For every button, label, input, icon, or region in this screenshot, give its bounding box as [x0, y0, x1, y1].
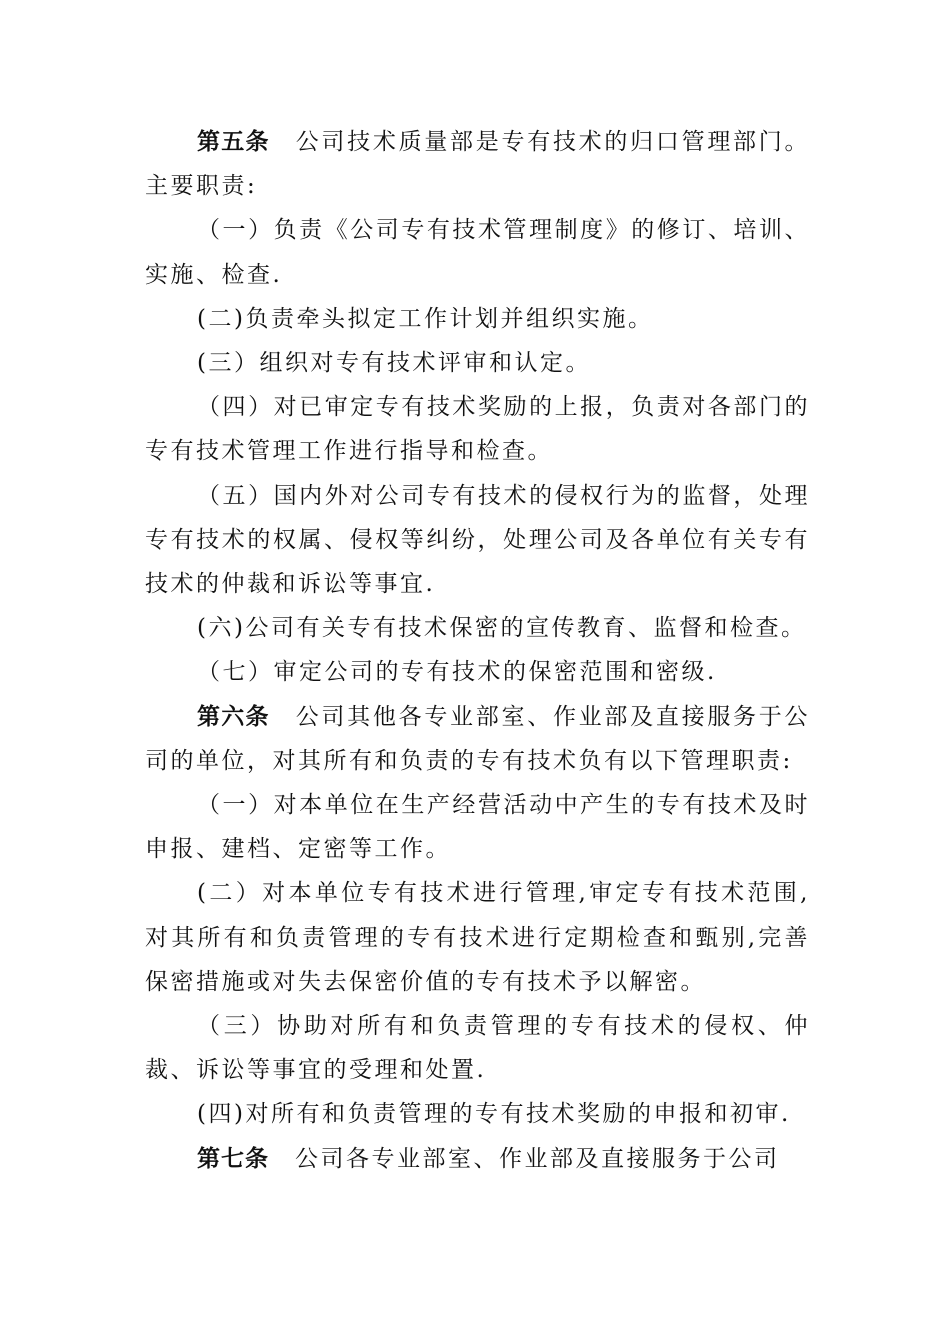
article-6-item-2 [145, 871, 810, 1004]
document-body [145, 120, 810, 1181]
article-5-item-4 [145, 385, 810, 473]
article-6-item-1 [145, 783, 810, 871]
article-heading: 第七条 [197, 1144, 269, 1172]
item-text: （一）对本单位在生产经营活动中产生的专有技术及时申报、建档、定密等工作。 [145, 792, 810, 863]
item-text: (六)公司有关专有技术保密的宣传教育、监督和检查。 [197, 615, 807, 642]
article-5-item-1 [145, 208, 810, 296]
item-text: （四）对已审定专有技术奖励的上报，负责对各部门的专有技术管理工作进行指导和检查。 [145, 394, 810, 465]
item-text: （五）国内外对公司专有技术的侵权行为的监督，处理专有技术的权属、侵权等纠纷，处理公司及各单位有关专有技术的仲裁和诉讼等事宜. [145, 482, 810, 598]
item-text: (三）组织对专有技术评审和认定。 [197, 350, 591, 377]
item-text: （三）协助对所有和负责管理的专有技术的侵权、仲裁、诉讼等事宜的受理和处置. [145, 1013, 810, 1084]
article-5-item-3 [145, 341, 810, 385]
article-7 [145, 1137, 810, 1181]
article-5-item-6 [145, 606, 810, 650]
article-5 [145, 120, 810, 208]
article-heading: 第五条 [197, 128, 270, 155]
article-5-item-5 [145, 474, 810, 607]
article-text: 公司其他各专业部室、作业部及直接服务于公司的单位，对其所有和负责的专有技术负有以下管理职责: [145, 703, 811, 774]
item-text: (二)负责牵头拟定工作计划并组织实施。 [197, 305, 654, 332]
article-5-item-2 [145, 297, 810, 341]
item-text: (二）对本单位专有技术进行管理,审定专有技术范围,对其所有和负责管理的专有技术进行定期检查和甄别,完善保密措施或对失去保密价值的专有技术予以解密。 [145, 880, 810, 995]
article-6-item-3 [145, 1004, 810, 1092]
article-text: 公司技术质量部是专有技术的归口管理部门。主要职责: [145, 129, 811, 200]
article-6-item-4 [145, 1092, 810, 1136]
article-text: 公司各专业部室、作业部及直接服务于公司 [295, 1145, 780, 1172]
item-text: （七）审定公司的专有技术的保密范围和密级. [197, 659, 717, 686]
article-6 [145, 695, 810, 783]
item-text: (四)对所有和负责管理的专有技术奖励的申报和初审. [197, 1101, 791, 1128]
item-text: （一）负责《公司专有技术管理制度》的修订、培训、实施、检查. [145, 217, 810, 288]
article-5-item-7 [145, 650, 810, 694]
article-heading: 第六条 [197, 702, 270, 730]
